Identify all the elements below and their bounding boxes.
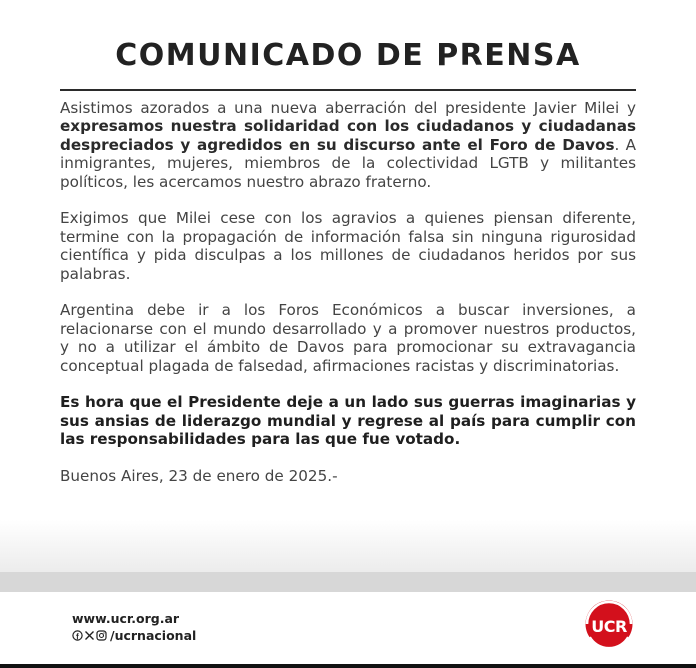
page-title: COMUNICADO DE PRENSA [115, 38, 581, 73]
gray-band [0, 572, 696, 592]
social-row [72, 628, 196, 643]
paragraph-1 [60, 99, 636, 191]
social-handle[interactable]: ucrnacional [114, 628, 197, 643]
ucr-logo-text: UCR [591, 617, 627, 636]
paragraph-1-bold: expresamos nuestra solidaridad con los ciudadanos y ciudadanas despreciados y agredidos en su discurso ante el Foro de Davos [60, 117, 636, 154]
dateline: Buenos Aires, 23 de enero de 2025.- [60, 467, 338, 486]
paragraph-4-closing: Es hora que el Presidente deje a un lado sus guerras imaginarias y sus ansias de liderazgo mundial y regrese al país para cumplir con las responsabilidades para las que fue votado. [60, 393, 636, 449]
x-icon[interactable] [84, 630, 95, 641]
paragraph-1-intro: Asistimos azorados a una nueva aberración del presidente Javier Milei y [60, 99, 636, 117]
paragraph-3: Argentina debe ir a los Foros Económicos a buscar inversiones, a relacionarse con el mundo desarrollado y a promover nuestros productos, y no a utilizar el ámbito de Davos para promocionar su extravagancia conceptual plagada de falsedad, afirmaciones racistas y discriminatorias. [60, 301, 636, 375]
website-link[interactable]: www.ucr.org.ar [72, 611, 180, 626]
instagram-icon[interactable] [96, 630, 107, 641]
slash-separator: / [110, 628, 115, 643]
title-divider [60, 89, 636, 91]
shade-gradient [0, 520, 696, 580]
paragraph-2: Exigimos que Milei cese con los agravios a quienes piensan diferente, termine con la propagación de información falsa sin ninguna rigurosidad científica y pida disculpas a los millones de ciudadanos heridos por sus palabras. [60, 209, 636, 283]
facebook-icon[interactable] [72, 630, 83, 641]
bottom-bar [0, 664, 696, 668]
footer [0, 592, 696, 664]
press-release-body [60, 99, 636, 504]
paragraph-1-rest: . A inmigrantes, mujeres, miembros de la colectividad LGTB y militantes políticos, les acercamos nuestro abrazo fraterno. [60, 135, 636, 191]
ucr-logo [584, 597, 634, 651]
